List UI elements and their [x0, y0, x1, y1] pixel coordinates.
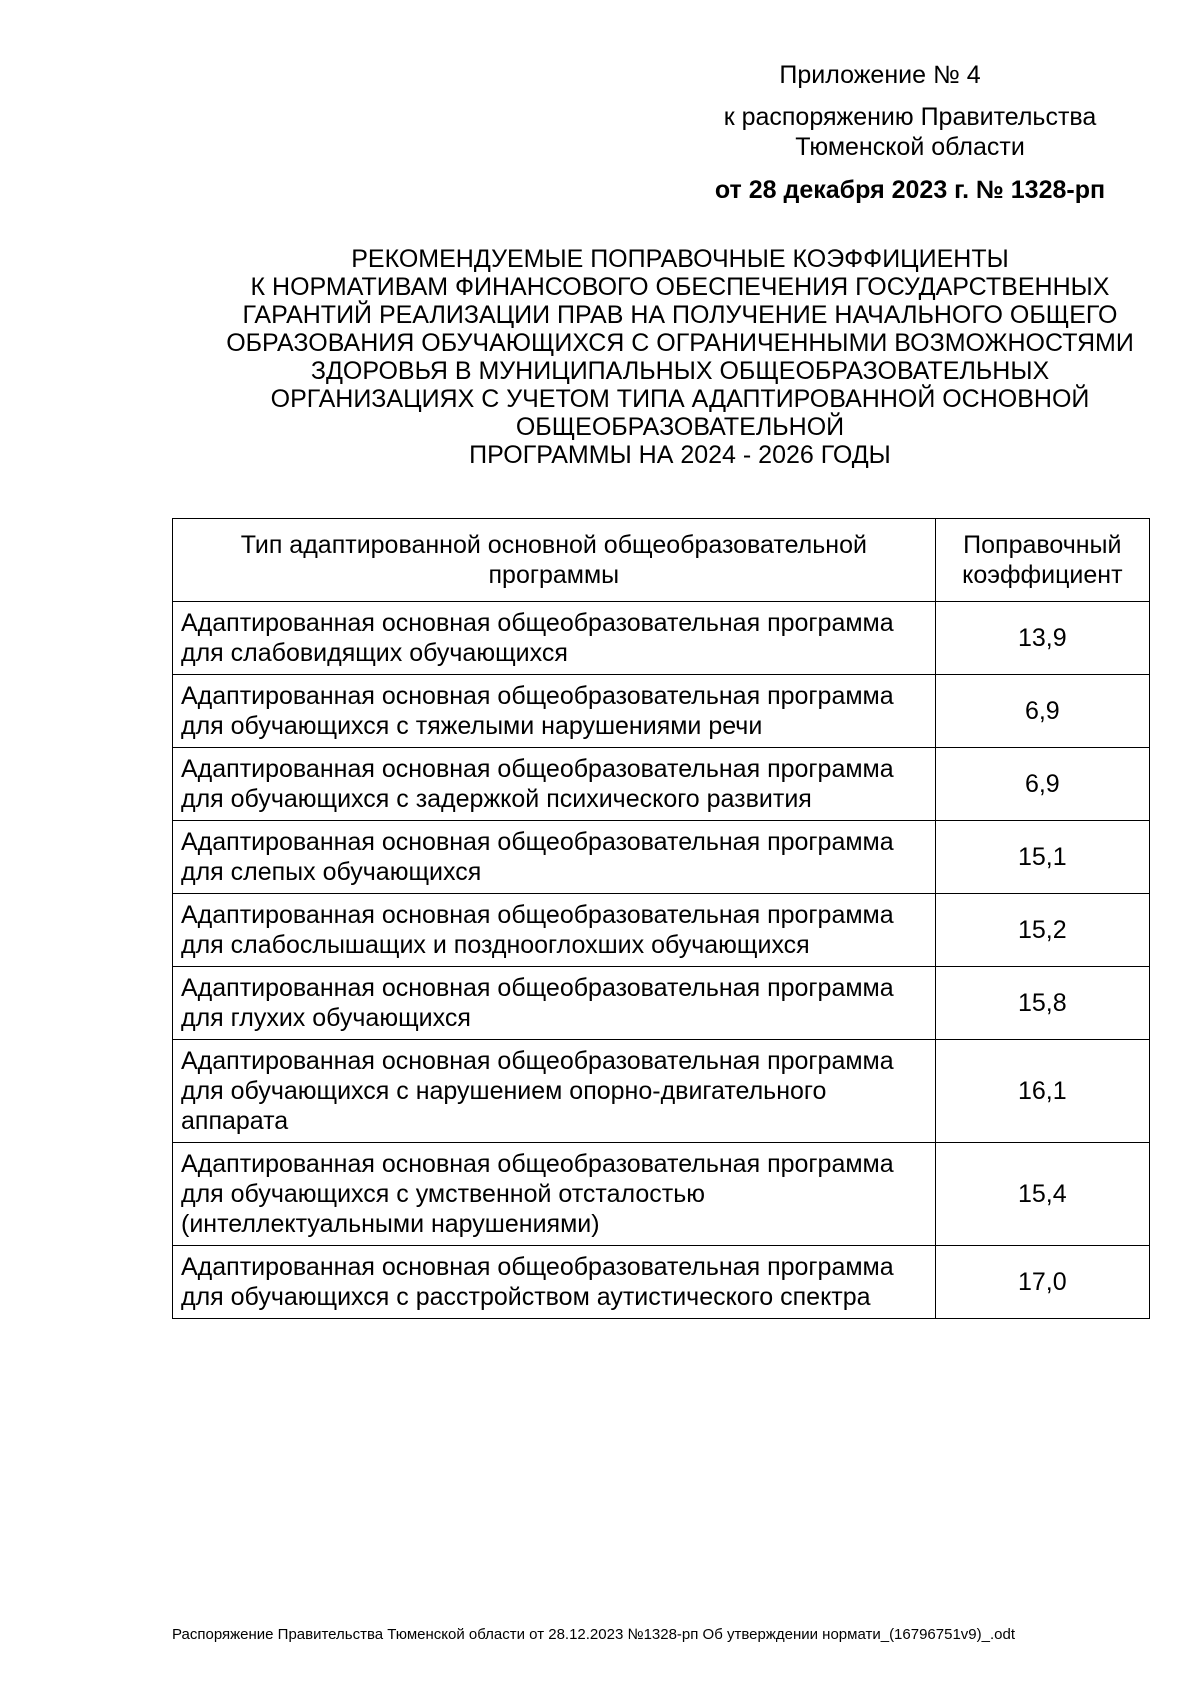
program-type-line: для слепых обучающихся	[181, 858, 482, 886]
program-type-line: Адаптированная основная общеобразовательная программа	[181, 755, 894, 783]
table-row	[173, 1040, 1150, 1143]
header-program-type	[173, 519, 936, 602]
program-type-line: Адаптированная основная общеобразовательная программа	[181, 901, 894, 929]
coefficients-table	[172, 518, 1150, 1319]
coefficient-value: 15,1	[935, 821, 1149, 894]
coefficient-value: 15,2	[935, 894, 1149, 967]
program-type-line: для обучающихся с тяжелыми нарушениями речи	[181, 712, 763, 740]
table-row	[173, 967, 1150, 1040]
title-line: К НОРМАТИВАМ ФИНАНСОВОГО ОБЕСПЕЧЕНИЯ ГОСУДАРСТВЕННЫХ	[250, 273, 1110, 301]
coefficient-value: 15,4	[935, 1143, 1149, 1246]
title-line: ОБЩЕОБРАЗОВАТЕЛЬНОЙ	[515, 413, 845, 441]
table-header-row	[173, 519, 1150, 602]
title-line: ПРОГРАММЫ НА 2024 - 2026 ГОДЫ	[469, 441, 891, 469]
appendix-label: Приложение № 4	[779, 61, 981, 89]
table-row	[173, 675, 1150, 748]
coefficient-value: 13,9	[935, 602, 1149, 675]
program-type-cell	[173, 602, 936, 675]
table-row	[173, 748, 1150, 821]
title-line: ГАРАНТИЙ РЕАЛИЗАЦИИ ПРАВ НА ПОЛУЧЕНИЕ НАЧАЛЬНОГО ОБЩЕГО	[242, 301, 1118, 329]
coefficient-value: 6,9	[935, 748, 1149, 821]
program-type-line: Адаптированная основная общеобразовательная программа	[181, 1150, 894, 1178]
program-type-line: для обучающихся с умственной отсталостью	[181, 1180, 705, 1208]
program-type-cell	[173, 1143, 936, 1246]
table-row	[173, 821, 1150, 894]
program-type-cell	[173, 821, 936, 894]
table-row	[173, 1246, 1150, 1319]
program-type-line: (интеллектуальными нарушениями)	[181, 1210, 600, 1238]
document-title	[160, 245, 1200, 469]
program-type-cell	[173, 967, 936, 1040]
appendix-reference-line: Тюменской области	[795, 133, 1025, 161]
coefficient-value: 16,1	[935, 1040, 1149, 1143]
program-type-cell	[173, 894, 936, 967]
program-type-line: Адаптированная основная общеобразовательная программа	[181, 828, 894, 856]
table-row	[173, 602, 1150, 675]
program-type-line: Адаптированная основная общеобразовательная программа	[181, 974, 894, 1002]
program-type-line: Адаптированная основная общеобразовательная программа	[181, 682, 894, 710]
title-line: РЕКОМЕНДУЕМЫЕ ПОПРАВОЧНЫЕ КОЭФФИЦИЕНТЫ	[351, 245, 1009, 273]
program-type-line: для слабослышащих и позднооглохших обучающихся	[181, 931, 810, 959]
appendix-reference	[700, 102, 1120, 162]
title-line: ОБРАЗОВАНИЯ ОБУЧАЮЩИХСЯ С ОГРАНИЧЕННЫМИ ВОЗМОЖНОСТЯМИ	[226, 329, 1134, 357]
header-text-line: коэффициент	[962, 561, 1123, 589]
table-row	[173, 894, 1150, 967]
program-type-line: для глухих обучающихся	[181, 1004, 471, 1032]
program-type-line: для обучающихся с расстройством аутистического спектра	[181, 1283, 871, 1311]
program-type-cell	[173, 748, 936, 821]
header-text-line: Тип адаптированной основной общеобразовательной	[240, 531, 867, 559]
header-text-line: программы	[488, 561, 620, 589]
header-text-line: Поправочный	[963, 531, 1122, 559]
program-type-cell	[173, 1246, 936, 1319]
table-row	[173, 1143, 1150, 1246]
program-type-line: Адаптированная основная общеобразовательная программа	[181, 1047, 894, 1075]
footer-file-reference: Распоряжение Правительства Тюменской области от 28.12.2023 №1328-рп Об утверждении нормати_(16796751v9)_.odt	[172, 1626, 1015, 1643]
program-type-cell	[173, 1040, 936, 1143]
coefficient-value: 6,9	[935, 675, 1149, 748]
program-type-cell	[173, 675, 936, 748]
program-type-line: для слабовидящих обучающихся	[181, 639, 568, 667]
title-line: ЗДОРОВЬЯ В МУНИЦИПАЛЬНЫХ ОБЩЕОБРАЗОВАТЕЛЬНЫХ	[310, 357, 1050, 385]
coefficient-value: 17,0	[935, 1246, 1149, 1319]
program-type-line: для обучающихся с задержкой психического развития	[181, 785, 812, 813]
program-type-line: аппарата	[181, 1107, 289, 1135]
coefficient-value: 15,8	[935, 967, 1149, 1040]
appendix-date: от 28 декабря 2023 г. № 1328-рп	[714, 176, 1106, 204]
program-type-line: Адаптированная основная общеобразовательная программа	[181, 609, 894, 637]
appendix-reference-line: к распоряжению Правительства	[723, 103, 1097, 131]
program-type-line: для обучающихся с нарушением опорно-двигательного	[181, 1077, 827, 1105]
title-line: ОРГАНИЗАЦИЯХ С УЧЕТОМ ТИПА АДАПТИРОВАННОЙ ОСНОВНОЙ	[270, 385, 1090, 413]
header-coefficient	[935, 519, 1149, 602]
program-type-line: Адаптированная основная общеобразовательная программа	[181, 1253, 894, 1281]
